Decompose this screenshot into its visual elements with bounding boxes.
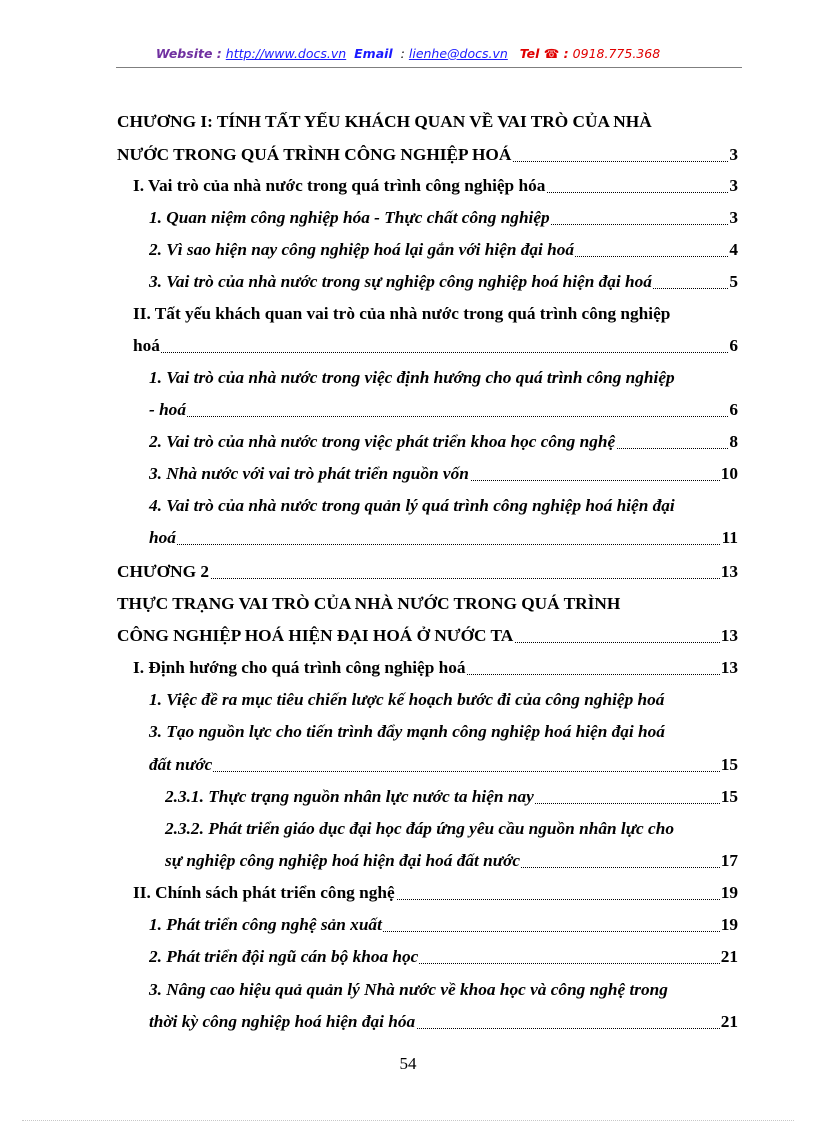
toc-entry-item-2-4-cont[interactable] [149,527,738,549]
website-label: Website : [155,46,222,61]
toc-entry-page: 10 [720,464,738,483]
toc-entry-text: CÔNG NGHIỆP HOÁ HIỆN ĐẠI HOÁ Ở NƯỚC TA [117,626,514,645]
toc-entry-text: - hoá [149,400,186,419]
toc-entry-text: I. Định hướng cho quá trình công nghiệp hoá [133,658,466,677]
toc-entry-item-2-1-cont[interactable] [149,399,738,421]
toc-entry-page: 21 [720,1012,738,1031]
toc-entry-page: 13 [720,626,738,645]
toc-leader-dots [149,771,738,772]
toc-entry-text: thời kỳ công nghiệp hoá hiện đại hóa [149,1012,416,1031]
toc-entry-item-3-3[interactable] [149,721,665,743]
toc-entry-page: 13 [720,562,738,581]
toc-entry-page: 19 [720,915,738,934]
toc-entry-item-2-3-2-cont[interactable] [165,850,738,872]
toc-entry-text: 2. Phát triển đội ngũ cán bộ khoa học [149,947,419,966]
toc-entry-chapter-1-title[interactable] [117,111,652,133]
toc-entry-page: 15 [720,755,738,774]
toc-entry-text: 3. Nâng cao hiệu quả quản lý Nhà nước về khoa học và công nghệ trong [149,980,668,999]
toc-entry-text: 2. Vai trò của nhà nước trong việc phát triển khoa học công nghệ [149,432,616,451]
toc-entry-page: 15 [720,787,738,806]
toc-entry-item-2-3-2[interactable] [165,818,674,840]
toc-entry-item-4-3-cont[interactable] [149,1011,738,1033]
toc-entry-text: 3. Tạo nguồn lực cho tiến trình đẩy mạnh công nghiệp hoá hiện đại hoá [149,722,665,741]
toc-entry-item-2-1[interactable] [149,367,675,389]
toc-entry-page: 3 [729,176,738,195]
toc-entry-page: 3 [729,208,738,227]
tel-number: 0918.775.368 [572,46,661,61]
toc-entry-text: 1. Quan niệm công nghiệp hóa - Thực chất công nghiệp [149,208,550,227]
toc-entry-item-2-3[interactable] [149,463,738,485]
toc-entry-text: I. Vai trò của nhà nước trong quá trình công nghiệp hóa [133,176,546,195]
toc-entry-text: 1. Việc đề ra mục tiêu chiến lược kế hoạch bước đi của công nghiệp hoá [149,690,665,709]
toc-entry-page: 6 [729,336,738,355]
toc-leader-dots [117,578,738,579]
toc-entry-text: sự nghiệp công nghiệp hoá hiện đại hoá đất nước [165,851,521,870]
toc-entry-page: 8 [729,432,738,451]
toc-entry-item-4-1[interactable] [149,914,738,936]
toc-entry-text: II. Chính sách phát triển công nghệ [133,883,395,902]
toc-entry-text: CHƯƠNG I: TÍNH TẤT YẾU KHÁCH QUAN VỀ VAI TRÒ CỦA NHÀ [117,112,652,131]
toc-entry-item-4-2[interactable] [149,946,738,968]
toc-entry-text: 3. Vai trò của nhà nước trong sự nghiệp công nghiệp hoá hiện đại hoá [149,272,652,291]
email-separator: : [400,46,405,61]
toc-entry-text: II. Tất yếu khách quan vai trò của nhà nước trong quá trình công nghiệp [133,304,671,323]
toc-entry-page: 19 [720,883,738,902]
toc-entry-text: NƯỚC TRONG QUÁ TRÌNH CÔNG NGHIỆP HOÁ [117,145,512,164]
toc-entry-item-2-4[interactable] [149,495,675,517]
toc-entry-text: 3. Nhà nước với vai trò phát triển nguồn vốn [149,464,469,483]
toc-leader-dots [149,416,738,417]
toc-entry-text: 4. Vai trò của nhà nước trong quản lý quá trình công nghiệp hoá hiện đại [149,496,675,515]
toc-entry-chapter-2-title[interactable] [117,593,620,615]
toc-entry-page: 4 [729,240,738,259]
email-label: Email [354,46,393,61]
toc-entry-page: 21 [720,947,738,966]
toc-entry-chapter-2[interactable] [117,561,738,583]
website-link[interactable]: http://www.docs.vn [225,46,347,61]
toc-entry-item-2-2[interactable] [149,431,738,453]
page-number: 54 [399,1054,417,1073]
toc-entry-item-1-3[interactable] [149,271,738,293]
toc-leader-dots [133,352,738,353]
toc-entry-text: CHƯƠNG 2 [117,562,210,581]
toc-entry-page: 5 [729,272,738,291]
toc-entry-item-2-3-1[interactable] [165,786,738,808]
toc-entry-page: 6 [729,400,738,419]
toc-entry-section-2[interactable] [133,303,670,325]
toc-entry-item-3-3-cont[interactable] [149,754,738,776]
toc-entry-text: 2.3.1. Thực trạng nguồn nhân lực nước ta hiện nay [165,787,534,806]
toc-entry-text: THỰC TRẠNG VAI TRÒ CỦA NHÀ NƯỚC TRONG QUÁ TRÌNH [117,594,621,613]
toc-entry-section-1[interactable] [133,175,738,197]
toc-entry-page: 3 [729,145,738,164]
toc-entry-text: đất nước [149,755,213,774]
toc-entry-page: 17 [720,851,738,870]
tel-label: Tel ☎ : [519,46,569,61]
toc-leader-dots [149,544,738,545]
email-link[interactable]: lienhe@docs.vn [408,46,508,61]
toc-entry-section-2-cont[interactable] [133,335,738,357]
toc-entry-section-2-2[interactable] [133,882,738,904]
toc-entry-text: 1. Phát triển công nghệ sản xuất [149,915,382,934]
toc-entry-chapter-1-title-cont[interactable] [117,144,738,166]
toc-entry-item-1-2[interactable] [149,239,738,261]
toc-entry-item-3-1[interactable] [149,689,664,711]
toc-entry-section-2-1[interactable] [133,657,738,679]
toc-entry-page: 13 [720,658,738,677]
footer-dotted-rule [22,1120,794,1121]
toc-entry-item-1-1[interactable] [149,207,738,229]
toc-entry-text: hoá [133,336,160,355]
toc-entry-page: 11 [721,528,738,547]
toc-entry-item-4-3[interactable] [149,979,668,1001]
toc-entry-text: hoá [149,528,176,547]
toc-entry-chapter-2-title-cont[interactable] [117,625,738,647]
toc-entry-text: 1. Vai trò của nhà nước trong việc định hướng cho quá trình công nghiệp [149,368,675,387]
toc-entry-text: 2. Vì sao hiện nay công nghiệp hoá lại gắn với hiện đại hoá [149,240,575,259]
toc-entry-text: 2.3.2. Phát triển giáo dục đại học đáp ứng yêu cầu nguồn nhân lực cho [165,819,674,838]
